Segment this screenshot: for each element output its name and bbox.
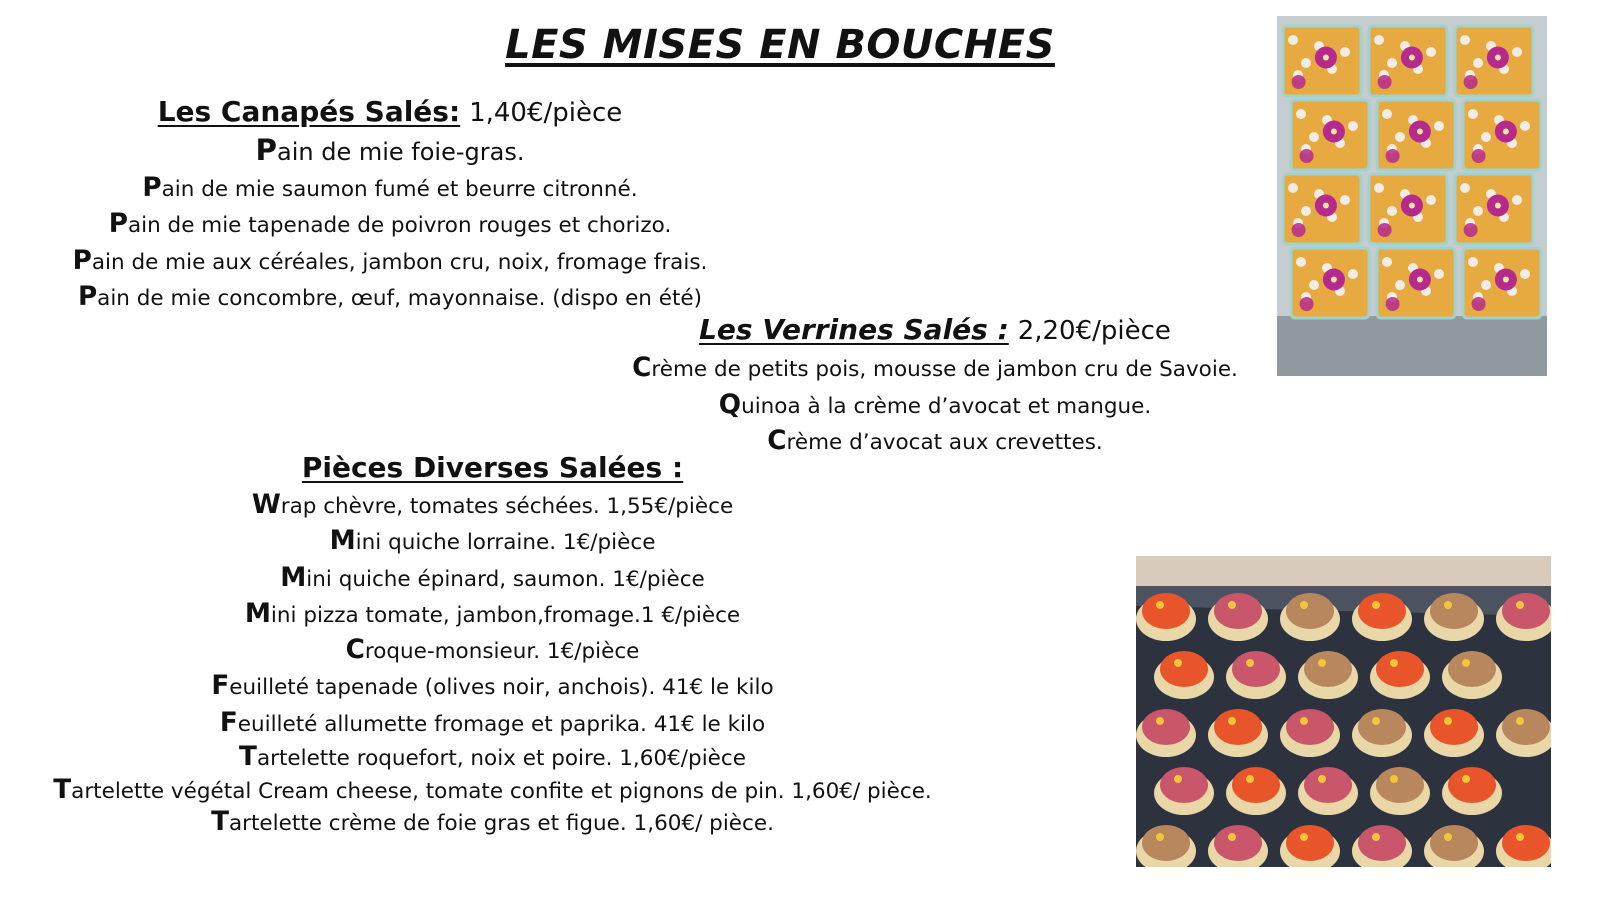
verrine-cup <box>1283 174 1361 244</box>
canapes-section <box>20 92 760 317</box>
verrines-illustration <box>1277 16 1547 376</box>
pieces-item: Tartelette crème de foie gras et figue. 1,60€/ pièce. <box>211 807 774 838</box>
verrine-cup <box>1369 174 1447 244</box>
verrine-cup <box>1377 248 1455 318</box>
canapes-item: Pain de mie saumon fumé et beurre citronné. <box>142 172 638 203</box>
pieces-item: Mini quiche lorraine. 1€/pièce <box>329 526 656 557</box>
verrines-list <box>600 351 1270 461</box>
pieces-item: Feuilleté allumette fromage et paprika. 41€ le kilo <box>219 707 766 738</box>
verrines-title: Les Verrines Salés : <box>699 313 1009 346</box>
canapes-list <box>20 133 760 317</box>
verrine-cup <box>1455 26 1533 96</box>
pieces-item: Tartelette roquefort, noix et poire. 1,60€/pièce <box>239 742 746 773</box>
pieces-item: Mini pizza tomate, jambon,fromage.1 €/pièce <box>244 598 741 629</box>
pieces-item: Croque-monsieur. 1€/pièce <box>345 635 640 666</box>
canapes-item: Pain de mie concombre, œuf, mayonnaise. (dispo en été) <box>77 282 703 313</box>
canapes-title: Les Canapés Salés: <box>157 95 461 128</box>
canapes-item: Pain de mie aux céréales, jambon cru, noix, fromage frais. <box>72 245 708 276</box>
verrine-cup <box>1291 100 1369 170</box>
canapes-price: 1,40€/pièce <box>469 98 623 128</box>
pieces-title: Pièces Diverses Salées : <box>301 451 684 484</box>
verrine-cup <box>1463 100 1541 170</box>
verrine-cup <box>1455 174 1533 244</box>
pieces-item: Tartelette végétal Cream cheese, tomate confite et pignons de pin. 1,60€/ pièce. <box>53 774 932 805</box>
verrine-cup <box>1463 248 1541 318</box>
pieces-item: Wrap chèvre, tomates séchées. 1,55€/pièce <box>251 490 734 520</box>
verrines-price: 2,20€/pièce <box>1017 316 1171 346</box>
canapes-heading <box>20 92 760 133</box>
pieces-heading <box>20 448 965 488</box>
verrines-item: Crème d’avocat aux crevettes. <box>767 426 1103 456</box>
canapes-illustration <box>1136 556 1551 867</box>
verrine-cup <box>1377 100 1455 170</box>
verrines-heading <box>600 310 1270 351</box>
verrines-section <box>600 310 1270 461</box>
pieces-section <box>20 448 965 840</box>
verrines-photo <box>1277 16 1547 376</box>
verrine-cup <box>1291 248 1369 318</box>
verrine-cup <box>1283 26 1361 96</box>
canapes-item: Pain de mie foie-gras. <box>255 133 525 167</box>
verrine-cup <box>1369 26 1447 96</box>
pieces-item: Mini quiche épinard, saumon. 1€/pièce <box>280 562 705 593</box>
canapes-photo <box>1136 556 1551 867</box>
verrines-item: Quinoa à la crème d’avocat et mangue. <box>718 389 1152 420</box>
page-title: LES MISES EN BOUCHES <box>505 22 1055 68</box>
canapes-item: Pain de mie tapenade de poivron rouges et chorizo. <box>108 209 672 240</box>
verrines-item: Crème de petits pois, mousse de jambon cru de Savoie. <box>632 353 1238 383</box>
pieces-item: Feuilleté tapenade (olives noir, anchois). 41€ le kilo <box>211 671 774 702</box>
pieces-list <box>20 488 965 840</box>
